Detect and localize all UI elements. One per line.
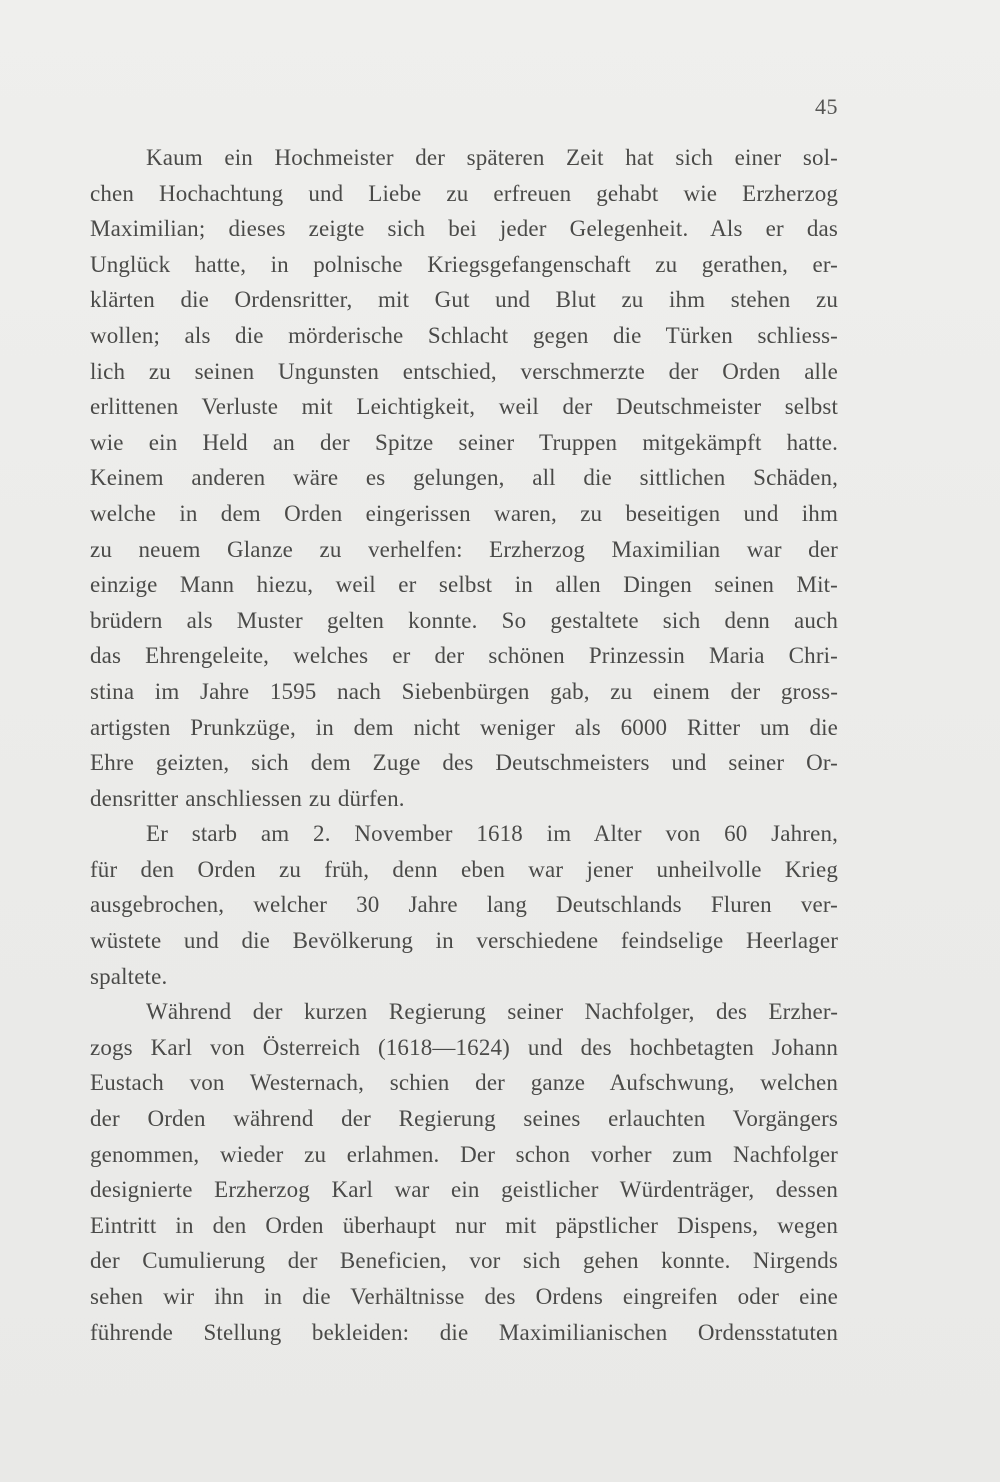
paragraph-2	[90, 816, 838, 994]
text-line: Kaum ein Hochmeister der späteren Zeit hat sich einer sol-	[146, 145, 838, 170]
text-line: zu neuem Glanze zu verhelfen: Erzherzog Maximilian war der	[90, 536, 838, 562]
text-line: wie ein Held an der Spitze seiner Truppen mitgekämpft hatte.	[90, 429, 838, 455]
text-line: Ehre geizten, sich dem Zuge des Deutschmeisters und seiner Or-	[90, 750, 838, 776]
paragraph-1	[90, 140, 838, 816]
text-line: genommen, wieder zu erlahmen. Der schon vorher zum Nachfolger	[90, 1141, 838, 1167]
text-line: brüdern als Muster gelten konnte. So gestaltete sich denn auch	[90, 607, 838, 633]
text-line: chen Hochachtung und Liebe zu erfreuen gehabt wie Erzherzog	[90, 180, 838, 206]
text-line: Er starb am 2. November 1618 im Alter von 60 Jahren,	[146, 821, 838, 847]
text-line: wüstete und die Bevölkerung in verschiedene feindselige Heerlager	[90, 928, 838, 954]
text-line: lich zu seinen Ungunsten entschied, verschmerzte der Orden alle	[90, 358, 838, 384]
text-line: densritter anschliessen zu dürfen.	[90, 785, 405, 811]
page-number: 45	[815, 94, 838, 119]
text-line: welche in dem Orden eingerissen waren, zu beseitigen und ihm	[90, 500, 838, 526]
text-line: für den Orden zu früh, denn eben war jener unheilvolle Krieg	[90, 856, 838, 882]
text-line: Keinem anderen wäre es gelungen, all die sittlichen Schäden,	[90, 465, 838, 491]
text-line: das Ehrengeleite, welches er der schönen Prinzessin Maria Chri-	[90, 643, 838, 669]
text-line: sehen wir ihn in die Verhältnisse des Ordens eingreifen oder eine	[90, 1284, 838, 1309]
text-line: zogs Karl von Österreich (1618—1624) und des hochbetagten Johann	[90, 1034, 838, 1060]
text-line: der Orden während der Regierung seines erlauchten Vorgängers	[90, 1106, 838, 1132]
text-line: designierte Erzherzog Karl war ein geistlicher Würdenträger, dessen	[90, 1177, 838, 1203]
text-line: Eintritt in den Orden überhaupt nur mit päpstlicher Dispens, wegen	[90, 1212, 838, 1238]
text-line: Maximilian; dieses zeigte sich bei jeder Gelegenheit. Als er das	[90, 216, 838, 242]
body-text	[90, 140, 838, 1350]
text-line: klärten die Ordensritter, mit Gut und Blut zu ihm stehen zu	[90, 287, 838, 313]
text-line: Unglück hatte, in polnische Kriegsgefangenschaft zu gerathen, er-	[90, 251, 838, 277]
text-line: wollen; als die mörderische Schlacht gegen die Türken schliess-	[90, 322, 838, 348]
paragraph-3	[90, 994, 838, 1350]
text-line: stina im Jahre 1595 nach Siebenbürgen gab, zu einem der gross-	[90, 678, 838, 704]
text-line: artigsten Prunkzüge, in dem nicht weniger als 6000 Ritter um die	[90, 714, 838, 740]
text-line: ausgebrochen, welcher 30 Jahre lang Deutschlands Fluren ver-	[90, 892, 838, 918]
text-line: der Cumulierung der Beneficien, vor sich gehen konnte. Nirgends	[90, 1248, 838, 1274]
text-line: erlittenen Verluste mit Leichtigkeit, weil der Deutschmeister selbst	[90, 394, 838, 420]
text-line: Während der kurzen Regierung seiner Nachfolger, des Erzher-	[146, 999, 838, 1025]
text-line: spaltete.	[90, 963, 168, 989]
text-line: einzige Mann hiezu, weil er selbst in allen Dingen seinen Mit-	[90, 572, 838, 598]
text-line: führende Stellung bekleiden: die Maximilianischen Ordensstatuten	[90, 1319, 838, 1345]
text-line: Eustach von Westernach, schien der ganze Aufschwung, welchen	[90, 1070, 838, 1096]
